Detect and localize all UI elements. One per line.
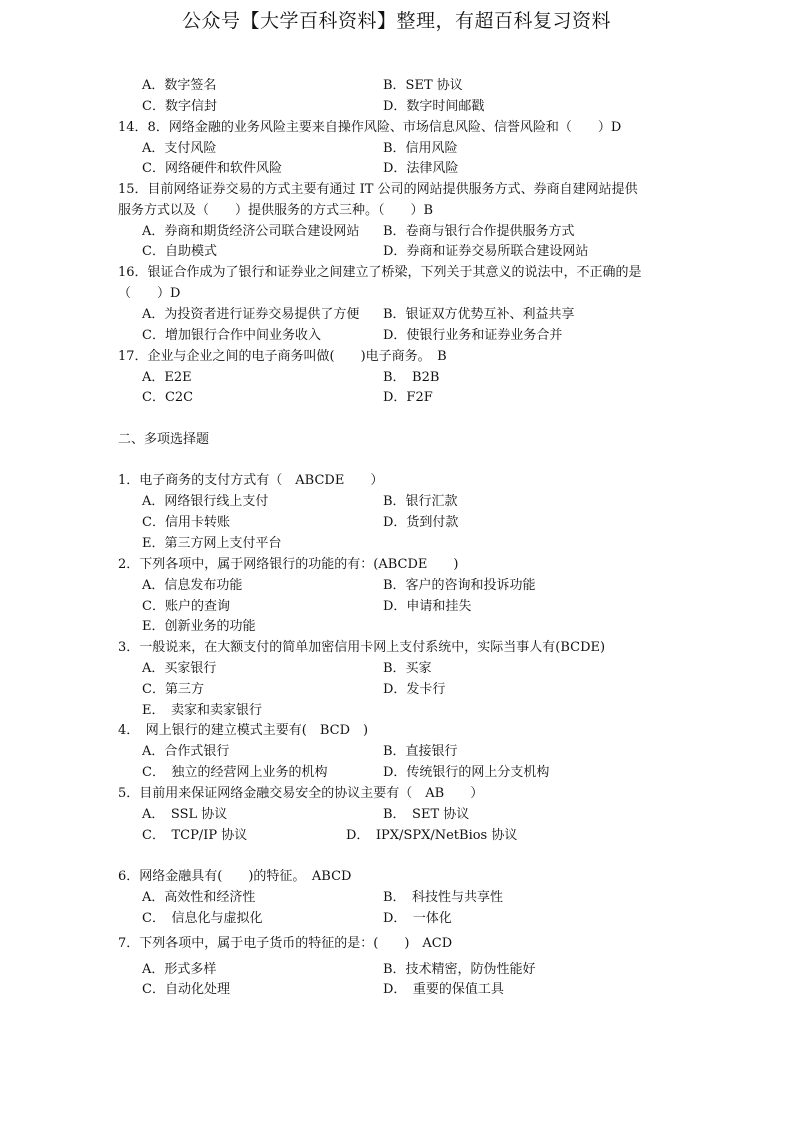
option-left: C．自动化处理	[142, 982, 230, 997]
option-right: B．SET 协议	[383, 78, 463, 93]
option-left: C．第三方	[142, 682, 204, 697]
option-left: C．信用卡转账	[142, 515, 230, 530]
option-left: A．高效性和经济性	[142, 890, 256, 905]
question-line: 15．目前网络证券交易的方式主要有通过 IT 公司的网站提供服务方式、券商自建网站提供	[118, 182, 638, 197]
option-right: D．传统银行的网上分支机构	[383, 765, 550, 780]
option-right: B．技术精密，防伪性能好	[383, 962, 536, 977]
page-header: 公众号【大学百科资料】整理，有超百科复习资料	[181, 10, 611, 32]
option-right: D． 一体化	[383, 911, 452, 926]
option-left: E．创新业务的功能	[142, 619, 256, 634]
question-line: （ ）D	[118, 286, 181, 301]
option-right: D．使银行业务和证券业务合并	[383, 328, 563, 343]
option-right: D．发卡行	[383, 682, 446, 697]
option-left: C． 独立的经营网上业务的机构	[142, 765, 328, 780]
option-left: A．E2E	[142, 370, 192, 385]
option-right: B．银行汇款	[383, 494, 458, 509]
option-right: D．货到付款	[383, 515, 459, 530]
question-line: 4． 网上银行的建立模式主要有( BCD )	[118, 723, 369, 738]
option-left: E． 卖家和卖家银行	[142, 703, 262, 718]
question-line: 6．网络金融具有( )的特征。 ABCD	[118, 869, 352, 884]
option-right: B． B2B	[383, 370, 440, 385]
option-left: A． SSL 协议	[142, 807, 228, 822]
option-right: B．客户的咨询和投诉功能	[383, 578, 536, 593]
question-line: 16．银证合作成为了银行和证券业之间建立了桥梁，下列关于其意义的说法中，不正确的是	[118, 265, 642, 280]
option-right: D． IPX/SPX/NetBios 协议	[346, 828, 518, 843]
option-right: D．法律风险	[383, 161, 459, 176]
option-left: C．数字信封	[142, 99, 217, 114]
option-right: D．数字时间邮戳	[383, 99, 485, 114]
option-left: A．信息发布功能	[142, 578, 243, 593]
option-right: D． 重要的保值工具	[383, 982, 504, 997]
question-line: 17．企业与企业之间的电子商务叫做( )电子商务。 B	[118, 349, 447, 364]
option-left: A．支付风险	[142, 141, 217, 156]
option-right: D．F2F	[383, 390, 433, 405]
question-line: 二、多项选择题	[118, 432, 210, 447]
option-left: C． 信息化与虚拟化	[142, 911, 263, 926]
option-left: C．C2C	[142, 390, 194, 405]
question-line: 14．8．网络金融的业务风险主要来自操作风险、市场信息风险、信誉风险和（ ）D	[118, 120, 622, 135]
option-left: C．账户的查询	[142, 599, 230, 614]
question-line: 7．下列各项中，属于电子货币的特征的是：( ) ACD	[118, 936, 453, 951]
option-left: E．第三方网上支付平台	[142, 536, 282, 551]
question-line: 1．电子商务的支付方式有（ ABCDE ）	[118, 473, 384, 488]
option-right: B． 科技性与共享性	[383, 890, 504, 905]
option-left: A．数字签名	[142, 78, 217, 93]
option-left: A．网络银行线上支付	[142, 494, 269, 509]
option-right: B． SET 协议	[383, 807, 470, 822]
option-right: B．银证双方优势互补、利益共享	[383, 307, 575, 322]
question-line: 3．一般说来，在大额支付的简单加密信用卡网上支付系统中，实际当事人有(BCDE)	[118, 640, 606, 655]
option-right: D．券商和证券交易所联合建设网站	[383, 244, 589, 259]
option-left: C．自助模式	[142, 244, 217, 259]
option-right: B．信用风险	[383, 141, 458, 156]
option-left: C． TCP/IP 协议	[142, 828, 248, 843]
option-left: A．形式多样	[142, 962, 217, 977]
option-left: A．合作式银行	[142, 744, 230, 759]
option-left: A．券商和期货经济公司联合建设网站	[142, 224, 360, 239]
option-left: C．增加银行合作中间业务收入	[142, 328, 321, 343]
option-left: A．为投资者进行证券交易提供了方便	[142, 307, 360, 322]
option-left: A．买家银行	[142, 661, 217, 676]
question-line: 2．下列各项中，属于网络银行的功能的有：(ABCDE )	[118, 557, 459, 572]
question-line: 服务方式以及（ ）提供服务的方式三种。（ ）B	[118, 203, 434, 218]
option-right: B．直接银行	[383, 744, 458, 759]
option-left: C．网络硬件和软件风险	[142, 161, 282, 176]
question-line: 5．目前用来保证网络金融交易安全的协议主要有（ AB ）	[118, 786, 484, 801]
option-right: D．申请和挂失	[383, 599, 472, 614]
option-right: B．卷商与银行合作提供服务方式	[383, 224, 575, 239]
option-right: B．买家	[383, 661, 432, 676]
